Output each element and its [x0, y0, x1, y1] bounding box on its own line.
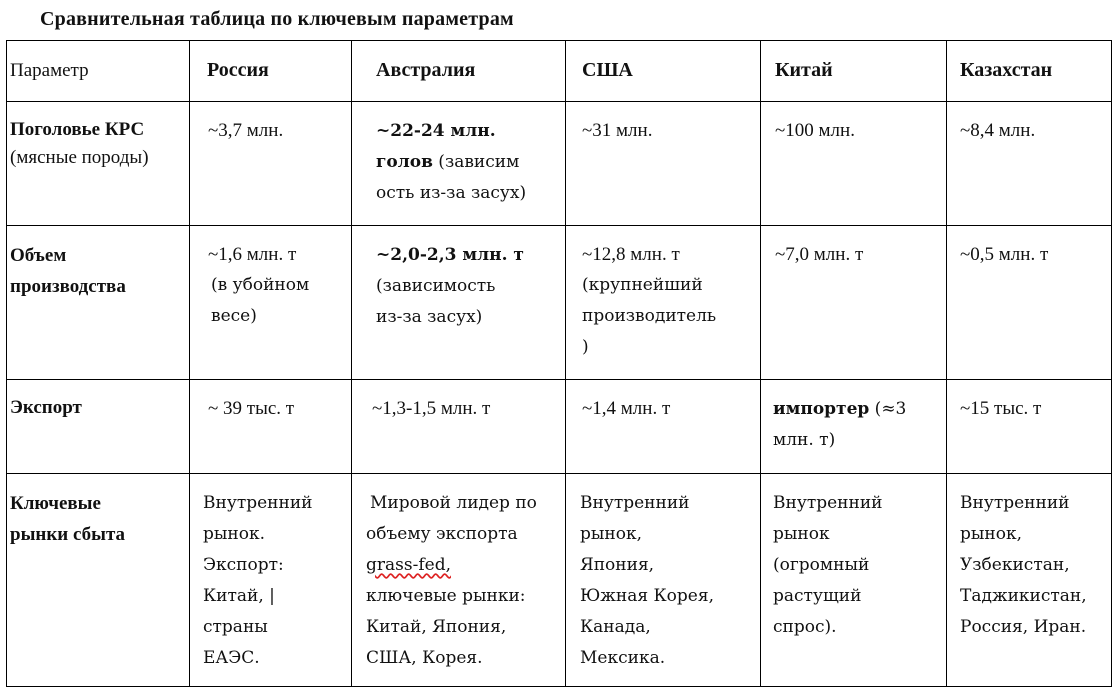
table-row-export	[7, 380, 1112, 474]
comparison-table	[6, 40, 1112, 687]
cell-markets-russia: Внутренний рынок. Экспорт: Китай, | страны ЕАЭС.	[190, 474, 352, 687]
cell-markets-australia: Мировой лидер по объему экспорта grass-fed, ключевые рынки: Китай, Япония, США, Корея.	[352, 474, 566, 687]
header-row	[7, 41, 1112, 102]
cell-livestock-australia: ~22-24 млн. голов (зависим ость из-за засух)	[352, 102, 566, 226]
cell-production-australia: ~2,0-2,3 млн. т (зависимость из-за засух)	[352, 226, 566, 380]
cell-production-kazakhstan: ~0,5 млн. т	[947, 226, 1112, 380]
cell-export-china: импортер (≈3 млн. т)	[761, 380, 947, 474]
table-row-markets	[7, 474, 1112, 687]
table-title: Сравнительная таблица по ключевым параметрам	[40, 8, 514, 30]
table-row-livestock	[7, 102, 1112, 226]
header-cell-russia: Россия	[190, 41, 352, 102]
cell-export-australia: ~1,3-1,5 млн. т	[352, 380, 566, 474]
row-label-production: Объем производства	[7, 226, 190, 380]
table-row-production	[7, 226, 1112, 380]
cell-markets-kazakhstan: Внутренний рынок, Узбекистан, Таджикистан, Россия, Иран.	[947, 474, 1112, 687]
header-cell-usa: США	[566, 41, 761, 102]
cell-livestock-russia: ~3,7 млн.	[190, 102, 352, 226]
cell-production-usa: ~12,8 млн. т (крупнейший производитель )	[566, 226, 761, 380]
header-cell-australia: Австралия	[352, 41, 566, 102]
cell-livestock-usa: ~31 млн.	[566, 102, 761, 226]
header-cell-parameter: Параметр	[7, 41, 190, 102]
cell-export-usa: ~1,4 млн. т	[566, 380, 761, 474]
cell-export-kazakhstan: ~15 тыс. т	[947, 380, 1112, 474]
spellcheck-underline: grass-fed,	[366, 555, 451, 575]
cell-production-russia: ~1,6 млн. т (в убойном весе)	[190, 226, 352, 380]
cell-production-china: ~7,0 млн. т	[761, 226, 947, 380]
header-cell-china: Китай	[761, 41, 947, 102]
row-label-livestock: Поголовье КРС (мясные породы)	[7, 102, 190, 226]
cell-livestock-china: ~100 млн.	[761, 102, 947, 226]
header-cell-kazakhstan: Казахстан	[947, 41, 1112, 102]
row-label-export: Экспорт	[7, 380, 190, 474]
cell-markets-usa: Внутренний рынок, Япония, Южная Корея, Канада, Мексика.	[566, 474, 761, 687]
cell-markets-china: Внутренний рынок (огромный растущий спрос).	[761, 474, 947, 687]
row-label-markets: Ключевые рынки сбыта	[7, 474, 190, 687]
cell-export-russia: ~ 39 тыс. т	[190, 380, 352, 474]
cell-livestock-kazakhstan: ~8,4 млн.	[947, 102, 1112, 226]
